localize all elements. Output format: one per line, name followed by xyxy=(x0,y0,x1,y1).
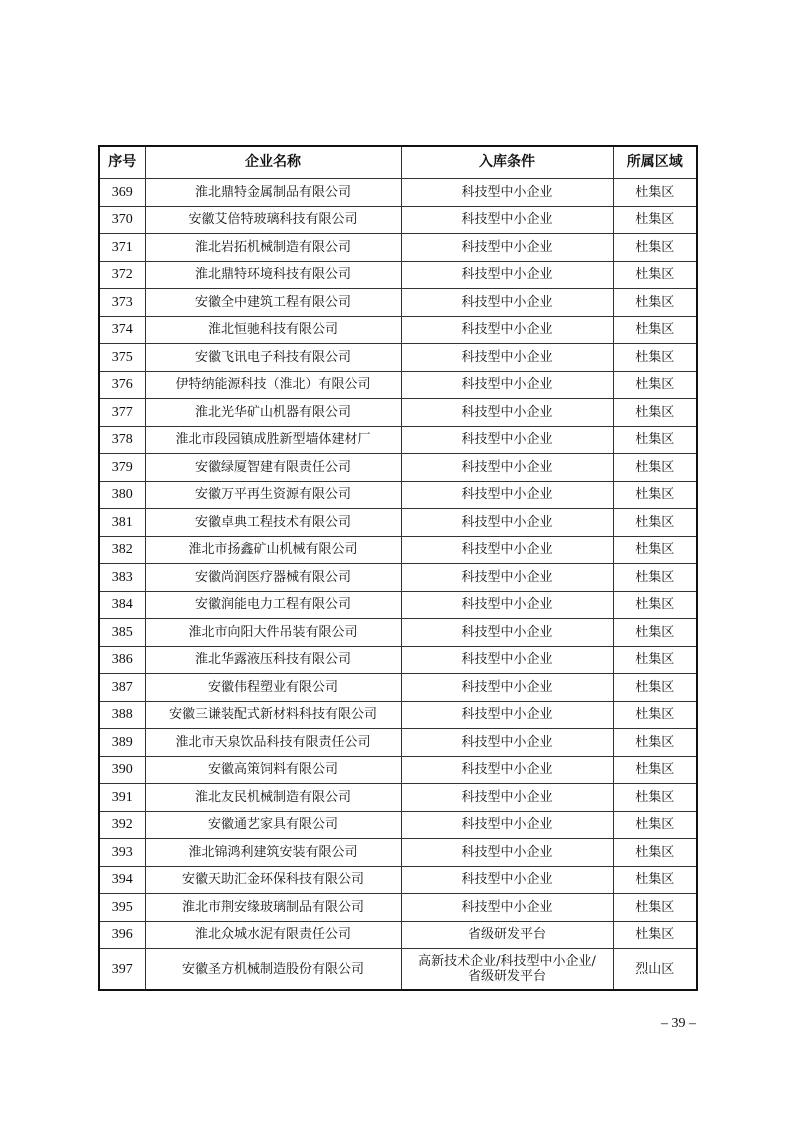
admission-condition-cell xyxy=(401,591,613,619)
company-name-cell: 淮北锦鸿利建筑安装有限公司 xyxy=(145,839,401,867)
region-cell: 杜集区 xyxy=(613,454,697,482)
region-cell: 杜集区 xyxy=(613,509,697,537)
condition-line: 科技型中小企业 xyxy=(461,872,553,888)
admission-condition-cell xyxy=(401,619,613,647)
admission-condition-cell xyxy=(401,646,613,674)
serial-number-cell: 373 xyxy=(99,289,145,317)
region-cell: 杜集区 xyxy=(613,261,697,289)
table-row xyxy=(99,811,697,839)
serial-number-cell: 372 xyxy=(99,261,145,289)
company-name-cell: 淮北鼎特环境科技有限公司 xyxy=(145,261,401,289)
region-cell: 杜集区 xyxy=(613,289,697,317)
region-cell: 杜集区 xyxy=(613,894,697,922)
serial-number-cell: 397 xyxy=(99,949,145,991)
table-row xyxy=(99,894,697,922)
company-name-cell: 淮北市荆安缘玻璃制品有限公司 xyxy=(145,894,401,922)
table-row xyxy=(99,536,697,564)
serial-number-cell: 381 xyxy=(99,509,145,537)
company-name-cell: 淮北岩拓机械制造有限公司 xyxy=(145,234,401,262)
admission-condition-cell xyxy=(401,316,613,344)
region-cell: 杜集区 xyxy=(613,811,697,839)
region-cell: 杜集区 xyxy=(613,371,697,399)
region-cell: 杜集区 xyxy=(613,701,697,729)
condition-line: 科技型中小企业 xyxy=(461,267,553,283)
admission-condition-cell xyxy=(401,536,613,564)
region-cell: 杜集区 xyxy=(613,866,697,894)
company-name-cell: 淮北市段园镇成胜新型墙体建材厂 xyxy=(145,426,401,454)
serial-number-cell: 371 xyxy=(99,234,145,262)
admission-condition-cell xyxy=(401,481,613,509)
table-row xyxy=(99,784,697,812)
condition-line: 科技型中小企业 xyxy=(461,377,553,393)
company-name-cell: 淮北市天泉饮品科技有限责任公司 xyxy=(145,729,401,757)
admission-condition-cell xyxy=(401,261,613,289)
region-cell: 杜集区 xyxy=(613,206,697,234)
admission-condition-cell xyxy=(401,784,613,812)
region-cell: 杜集区 xyxy=(613,179,697,207)
table-row xyxy=(99,371,697,399)
condition-line: 科技型中小企业 xyxy=(461,322,553,338)
company-name-cell: 淮北华露液压科技有限公司 xyxy=(145,646,401,674)
company-name-cell: 淮北光华矿山机器有限公司 xyxy=(145,399,401,427)
region-cell: 杜集区 xyxy=(613,481,697,509)
company-name-cell: 安徽高策饲料有限公司 xyxy=(145,756,401,784)
header-admission-condition: 入库条件 xyxy=(401,146,613,179)
condition-line: 省级研发平台 xyxy=(467,969,546,984)
serial-number-cell: 390 xyxy=(99,756,145,784)
admission-condition-cell xyxy=(401,564,613,592)
condition-line: 科技型中小企业 xyxy=(461,624,553,640)
serial-number-cell: 391 xyxy=(99,784,145,812)
admission-condition-cell xyxy=(401,701,613,729)
table-row xyxy=(99,701,697,729)
condition-line: 科技型中小企业 xyxy=(461,294,553,310)
region-cell: 杜集区 xyxy=(613,756,697,784)
company-name-cell: 安徽卓典工程技术有限公司 xyxy=(145,509,401,537)
company-name-cell: 淮北鼎特金属制品有限公司 xyxy=(145,179,401,207)
condition-line: 科技型中小企业 xyxy=(461,762,553,778)
serial-number-cell: 370 xyxy=(99,206,145,234)
table-row xyxy=(99,619,697,647)
company-name-cell: 安徽三谦装配式新材料科技有限公司 xyxy=(145,701,401,729)
condition-line: 科技型中小企业 xyxy=(461,514,553,530)
table-row xyxy=(99,261,697,289)
serial-number-cell: 383 xyxy=(99,564,145,592)
condition-line: 科技型中小企业 xyxy=(461,569,553,585)
condition-line: 科技型中小企业 xyxy=(461,542,553,558)
serial-number-cell: 384 xyxy=(99,591,145,619)
header-company-name: 企业名称 xyxy=(145,146,401,179)
condition-line: 科技型中小企业 xyxy=(461,899,553,915)
serial-number-cell: 375 xyxy=(99,344,145,372)
serial-number-cell: 392 xyxy=(99,811,145,839)
company-name-cell: 安徽飞讯电子科技有限公司 xyxy=(145,344,401,372)
admission-condition-cell xyxy=(401,426,613,454)
region-cell: 烈山区 xyxy=(613,949,697,991)
company-name-cell: 淮北市扬鑫矿山机械有限公司 xyxy=(145,536,401,564)
table-row xyxy=(99,564,697,592)
table-row xyxy=(99,949,697,991)
table-row xyxy=(99,921,697,949)
admission-condition-cell xyxy=(401,949,613,991)
serial-number-cell: 380 xyxy=(99,481,145,509)
admission-condition-cell xyxy=(401,839,613,867)
admission-condition-cell xyxy=(401,234,613,262)
admission-condition-cell xyxy=(401,756,613,784)
company-name-cell: 安徽通艺家具有限公司 xyxy=(145,811,401,839)
serial-number-cell: 377 xyxy=(99,399,145,427)
region-cell: 杜集区 xyxy=(613,729,697,757)
admission-condition-cell xyxy=(401,811,613,839)
table-row xyxy=(99,426,697,454)
serial-number-cell: 389 xyxy=(99,729,145,757)
condition-line: 省级研发平台 xyxy=(467,927,546,943)
admission-condition-cell xyxy=(401,729,613,757)
company-name-cell: 淮北众城水泥有限责任公司 xyxy=(145,921,401,949)
region-cell: 杜集区 xyxy=(613,426,697,454)
region-cell: 杜集区 xyxy=(613,234,697,262)
serial-number-cell: 386 xyxy=(99,646,145,674)
condition-line: 科技型中小企业 xyxy=(461,817,553,833)
company-name-cell: 安徽万平再生资源有限公司 xyxy=(145,481,401,509)
condition-line: 科技型中小企业 xyxy=(461,432,553,448)
company-name-cell: 安徽伟程塑业有限公司 xyxy=(145,674,401,702)
serial-number-cell: 385 xyxy=(99,619,145,647)
region-cell: 杜集区 xyxy=(613,646,697,674)
serial-number-cell: 388 xyxy=(99,701,145,729)
table-row xyxy=(99,289,697,317)
serial-number-cell: 382 xyxy=(99,536,145,564)
region-cell: 杜集区 xyxy=(613,399,697,427)
table-row xyxy=(99,179,697,207)
table-row xyxy=(99,866,697,894)
table-row xyxy=(99,509,697,537)
condition-line: 科技型中小企业 xyxy=(461,239,553,255)
admission-condition-cell xyxy=(401,179,613,207)
company-name-cell: 安徽全中建筑工程有限公司 xyxy=(145,289,401,317)
serial-number-cell: 374 xyxy=(99,316,145,344)
company-name-cell: 安徽圣方机械制造股份有限公司 xyxy=(145,949,401,991)
serial-number-cell: 379 xyxy=(99,454,145,482)
region-cell: 杜集区 xyxy=(613,536,697,564)
condition-line: 科技型中小企业 xyxy=(461,652,553,668)
table-body xyxy=(99,179,697,991)
condition-line: 科技型中小企业 xyxy=(461,349,553,365)
admission-condition-cell xyxy=(401,371,613,399)
admission-condition-cell xyxy=(401,894,613,922)
condition-line: 科技型中小企业 xyxy=(461,212,553,228)
region-cell: 杜集区 xyxy=(613,784,697,812)
table-row xyxy=(99,756,697,784)
serial-number-cell: 378 xyxy=(99,426,145,454)
serial-number-cell: 395 xyxy=(99,894,145,922)
region-cell: 杜集区 xyxy=(613,591,697,619)
table-row xyxy=(99,729,697,757)
condition-line: 科技型中小企业 xyxy=(461,734,553,750)
condition-line: 科技型中小企业 xyxy=(461,459,553,475)
admission-condition-cell xyxy=(401,921,613,949)
company-name-cell: 淮北恒驰科技有限公司 xyxy=(145,316,401,344)
page-number: – 39 – xyxy=(661,1016,696,1031)
admission-condition-cell xyxy=(401,866,613,894)
table-row xyxy=(99,234,697,262)
condition-line: 科技型中小企业 xyxy=(461,184,553,200)
admission-condition-cell xyxy=(401,289,613,317)
table-row xyxy=(99,481,697,509)
region-cell: 杜集区 xyxy=(613,564,697,592)
condition-line: 科技型中小企业 xyxy=(461,707,553,723)
header-serial-number: 序号 xyxy=(99,146,145,179)
company-name-cell: 安徽尚润医疗器械有限公司 xyxy=(145,564,401,592)
table-row xyxy=(99,344,697,372)
serial-number-cell: 387 xyxy=(99,674,145,702)
admission-condition-cell xyxy=(401,674,613,702)
admission-condition-cell xyxy=(401,509,613,537)
table-row xyxy=(99,206,697,234)
condition-line: 科技型中小企业 xyxy=(461,844,553,860)
condition-line: 高新技术企业/科技型中小企业/ xyxy=(418,954,596,969)
serial-number-cell: 376 xyxy=(99,371,145,399)
region-cell: 杜集区 xyxy=(613,839,697,867)
company-name-cell: 安徽艾倍特玻璃科技有限公司 xyxy=(145,206,401,234)
table-row xyxy=(99,646,697,674)
serial-number-cell: 396 xyxy=(99,921,145,949)
header-region: 所属区域 xyxy=(613,146,697,179)
company-name-cell: 伊特纳能源科技（淮北）有限公司 xyxy=(145,371,401,399)
company-name-cell: 安徽绿厦智建有限责任公司 xyxy=(145,454,401,482)
region-cell: 杜集区 xyxy=(613,674,697,702)
condition-line: 科技型中小企业 xyxy=(461,404,553,420)
region-cell: 杜集区 xyxy=(613,344,697,372)
table-row xyxy=(99,591,697,619)
admission-condition-cell xyxy=(401,206,613,234)
table-row xyxy=(99,316,697,344)
serial-number-cell: 394 xyxy=(99,866,145,894)
table-row xyxy=(99,674,697,702)
company-name-cell: 安徽天助汇金环保科技有限公司 xyxy=(145,866,401,894)
condition-line: 科技型中小企业 xyxy=(461,597,553,613)
condition-line: 科技型中小企业 xyxy=(461,679,553,695)
serial-number-cell: 369 xyxy=(99,179,145,207)
serial-number-cell: 393 xyxy=(99,839,145,867)
company-name-cell: 安徽润能电力工程有限公司 xyxy=(145,591,401,619)
region-cell: 杜集区 xyxy=(613,921,697,949)
table-row xyxy=(99,399,697,427)
table-row xyxy=(99,839,697,867)
region-cell: 杜集区 xyxy=(613,619,697,647)
admission-condition-cell xyxy=(401,399,613,427)
company-name-cell: 淮北友民机械制造有限公司 xyxy=(145,784,401,812)
admission-condition-cell xyxy=(401,344,613,372)
admission-condition-cell xyxy=(401,454,613,482)
company-name-cell: 淮北市向阳大件吊装有限公司 xyxy=(145,619,401,647)
table-header-row xyxy=(99,146,697,179)
region-cell: 杜集区 xyxy=(613,316,697,344)
condition-line: 科技型中小企业 xyxy=(461,789,553,805)
condition-line: 科技型中小企业 xyxy=(461,487,553,503)
table-row xyxy=(99,454,697,482)
enterprise-table xyxy=(98,145,698,991)
